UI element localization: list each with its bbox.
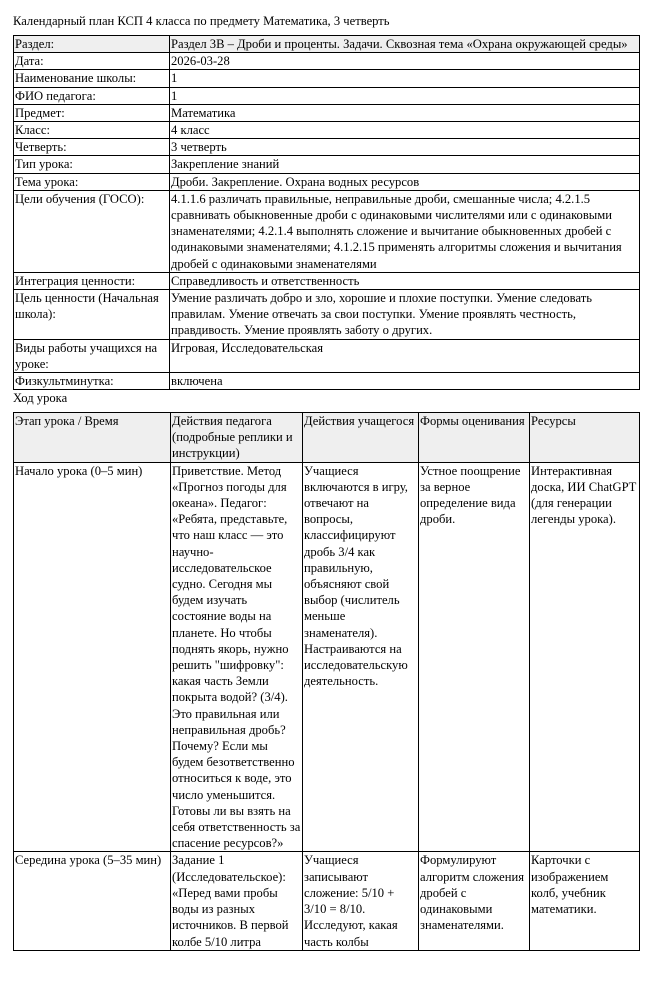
info-value: Умение различать добро и зло, хорошие и плохие поступки. Умение следовать правилам. Умение отвечать за свои поступки. Умение проявлять честность, правдивость. Умение проявлять заботу о других. — [170, 290, 640, 340]
info-label: Раздел: — [14, 36, 170, 53]
info-label: Наименование школы: — [14, 70, 170, 87]
info-row-objectives — [14, 190, 640, 272]
info-label: Тип урока: — [14, 156, 170, 173]
student-actions-cell: Учащиеся включаются в игру, отвечают на вопросы, классифицируют дробь 3/4 как правильную, объясняют свой выбор (числитель меньше знаменателя). Настраиваются на исследовательскую деятельность. — [303, 462, 419, 852]
lesson-flow-header-row — [14, 413, 640, 463]
info-value: Закрепление знаний — [170, 156, 640, 173]
info-row-section — [14, 36, 640, 53]
column-header-stage: Этап урока / Время — [14, 413, 171, 463]
info-row-school — [14, 70, 640, 87]
info-label: Тема урока: — [14, 173, 170, 190]
info-row-value-goal — [14, 290, 640, 340]
info-value: 1 — [170, 70, 640, 87]
column-header-resources: Ресурсы — [530, 413, 640, 463]
info-row-quarter — [14, 139, 640, 156]
info-value: 4.1.1.6 различать правильные, неправильные дроби, смешанные числа; 4.2.1.5 сравнивать обыкновенные дроби с одинаковыми числителями или с одинаковыми знаменателями; 4.2.1.4 выполнять сложение и вычитание обыкновенных дробей с одинаковыми знаменателями; 4.1.2.15 применять алгоритмы сложения и вычитания дробей с одинаковыми знаменателями — [170, 190, 640, 272]
info-label: Цель ценности (Начальная школа): — [14, 290, 170, 340]
info-label: Дата: — [14, 53, 170, 70]
info-value: Игровая, Исследовательская — [170, 339, 640, 372]
info-value: Раздел 3В – Дроби и проценты. Задачи. Сквозная тема «Охрана окружающей среды» — [170, 36, 640, 53]
info-row-exercise — [14, 373, 640, 390]
info-label: ФИО педагога: — [14, 87, 170, 104]
info-row-lesson-type — [14, 156, 640, 173]
info-label: Предмет: — [14, 104, 170, 121]
info-value: 2026-03-28 — [170, 53, 640, 70]
info-value: Дроби. Закрепление. Охрана водных ресурсов — [170, 173, 640, 190]
lesson-flow-heading: Ход урока — [13, 391, 68, 405]
info-label: Цели обучения (ГОСО): — [14, 190, 170, 272]
lesson-flow-table — [13, 412, 640, 951]
assessment-cell: Формулируют алгоритм сложения дробей с одинаковыми знаменателями. — [419, 852, 530, 950]
info-row-values — [14, 272, 640, 289]
resources-cell: Интерактивная доска, ИИ ChatGPT (для генерации легенды урока). — [530, 462, 640, 852]
teacher-actions-cell: Задание 1 (Исследовательское): «Перед вами пробы воды из разных источников. В первой колбе 5/10 литра — [171, 852, 303, 950]
lesson-flow-row-middle — [14, 852, 640, 950]
stage-cell: Начало урока (0–5 мин) — [14, 462, 171, 852]
info-row-work-types — [14, 339, 640, 372]
student-actions-cell: Учащиеся записывают сложение: 5/10 + 3/10 = 8/10. Исследуют, какая часть колбы — [303, 852, 419, 950]
info-row-subject — [14, 104, 640, 121]
resources-cell: Карточки с изображением колб, учебник математики. — [530, 852, 640, 950]
info-label: Физкультминутка: — [14, 373, 170, 390]
info-row-date — [14, 53, 640, 70]
lesson-info-table — [13, 35, 640, 390]
info-row-topic — [14, 173, 640, 190]
info-label: Виды работы учащихся на уроке: — [14, 339, 170, 372]
assessment-cell: Устное поощрение за верное определение вида дроби. — [419, 462, 530, 852]
teacher-actions-cell: Приветствие. Метод «Прогноз погоды для океана». Педагог: «Ребята, представьте, что наш класс — это научно-исследовательское судно. Сегодня мы будем изучать состояние воды на планете. Но чтобы поднять якорь, нужно решить "шифровку": какая часть Земли покрыта водой? (3/4). Это правильная или неправильная дробь? Почему? Если мы будем безответственно относиться к воде, это число уменьшится. Готовы ли вы взять на себя ответственность за спасение ресурсов?» — [171, 462, 303, 852]
info-value: 3 четверть — [170, 139, 640, 156]
info-value: Математика — [170, 104, 640, 121]
column-header-assessment: Формы оценивания — [419, 413, 530, 463]
info-label: Класс: — [14, 122, 170, 139]
column-header-students: Действия учащегося — [303, 413, 419, 463]
info-value: 1 — [170, 87, 640, 104]
info-value: включена — [170, 373, 640, 390]
document-title: Календарный план КСП 4 класса по предмету Математика, 3 четверть — [13, 14, 390, 28]
info-label: Интеграция ценности: — [14, 272, 170, 289]
info-row-teacher — [14, 87, 640, 104]
info-value: 4 класс — [170, 122, 640, 139]
info-value: Справедливость и ответственность — [170, 272, 640, 289]
info-label: Четверть: — [14, 139, 170, 156]
info-row-class — [14, 122, 640, 139]
lesson-flow-row-start — [14, 462, 640, 852]
column-header-teacher: Действия педагога (подробные реплики и инструкции) — [171, 413, 303, 463]
stage-cell: Середина урока (5–35 мин) — [14, 852, 171, 950]
